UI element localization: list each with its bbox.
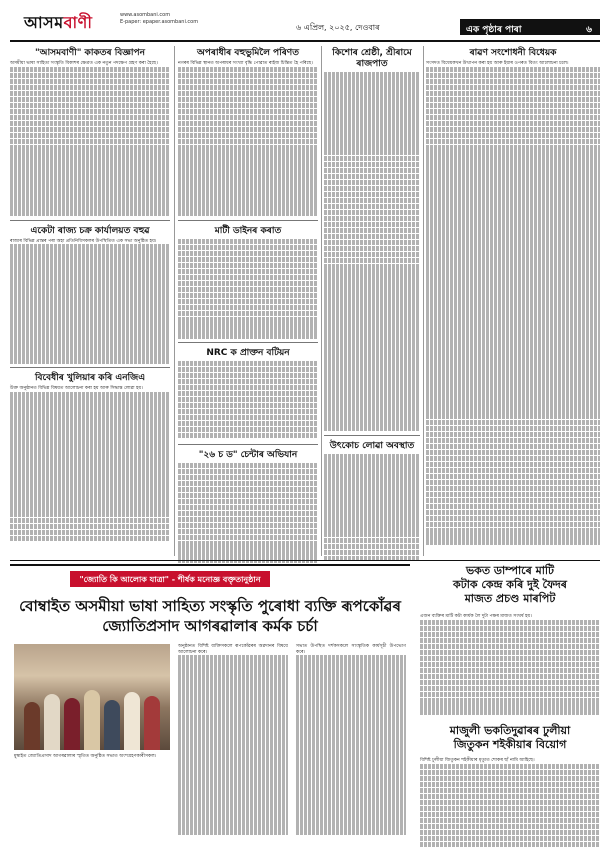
column-1 — [10, 46, 170, 542]
story-body: বিশিষ্ট ঢুলীয়া জিতুকন শইকীয়াৰ মৃত্যুত শোকৰ ছাঁ নামি আহিছে। — [420, 758, 600, 848]
logo-main: আসম — [24, 13, 64, 32]
column-3 — [324, 46, 420, 564]
event-photo[interactable] — [14, 644, 170, 750]
banner-tag: "জ্যোতি কি আলোক যাত্ৰা" - শীৰ্ষক মনোজ্ঞ বক্তৃতানুষ্ঠান — [70, 571, 270, 587]
article-headline[interactable]: একেটা ৰাজ্য চক্ৰ কাৰ্যালয়ত বহুৱ — [30, 225, 150, 236]
column-divider — [174, 46, 175, 556]
article-headline[interactable]: ৰাৱণ সংশোধনী বিধেয়ক — [469, 48, 557, 58]
column-divider — [321, 46, 322, 556]
article-headline[interactable]: উৎকোচ লোৱা অবস্থাত — [329, 441, 415, 451]
page-number: ৬ — [586, 25, 592, 35]
site-url[interactable]: www.asombani.com — [120, 12, 171, 18]
article-body: উক্ত অনুষ্ঠানত বিভিন্ন বিষয়ত আলোচনা কৰা হয় আৰু সিদ্ধান্ত লোৱা হয়। — [10, 386, 143, 392]
article-headline[interactable]: বিবেধীৰ খুলিয়াৰ কৰি এনজিএ — [34, 373, 146, 384]
story-headline[interactable]: মাজুলী ভকতিদুৱাৰৰ ঢুলীয়া জিতুকন শইকীয়াৰ বিয়োগ — [449, 724, 571, 751]
feature-banner — [10, 564, 410, 592]
article-headline[interactable]: "আসমবাণী" কাকতৰ বিজ্ঞাপন — [34, 48, 146, 58]
column-4 — [426, 46, 600, 547]
section-rule — [10, 560, 600, 561]
article-headline[interactable]: NRC ক প্ৰাক্তন বটিয়ন — [206, 347, 290, 358]
article-body: নগৰৰ বিভিন্ন স্থানত অপৰাধৰ সংখ্যা বৃদ্ধি পোৱাত ৰাইজ চিন্তিত হৈ পৰিছে। — [178, 61, 313, 66]
article-lede: অসমীয়া ভাষা সাহিত্য সংস্কৃতি বিকাশৰ ক্ষেত্ৰত এক নতুন পদক্ষেপ গ্ৰহণ কৰা হৈছে। — [10, 61, 158, 66]
column-divider — [423, 46, 424, 556]
story-body: এজন ব্যক্তিৰ মাটি কটা কাৰ্যক লৈ দুটা পক্ষৰ মাজত সংঘৰ্ষ হয়। — [420, 614, 600, 716]
top-rule — [10, 40, 600, 42]
column-2 — [178, 46, 318, 563]
article-headline[interactable]: কিশোৰ শ্ৰেষ্ঠী, শ্ৰীৰামে ৰাজপাত — [332, 48, 412, 69]
dateline: ৬ এপ্ৰিল, ২০২৫, দেওবাৰ — [296, 23, 380, 32]
article-body: ৰাজ্যৰ বিভিন্ন প্ৰান্তৰ পৰা অহা প্ৰতিনিধিসকলৰ উপস্থিতিত এক সভা অনুষ্ঠিত হয়। — [10, 238, 157, 244]
logo-accent: বাণী — [63, 13, 93, 32]
article-headline[interactable]: "২৬ চ ড" চেন্টাৰ অভিযান — [198, 449, 298, 460]
feature-headline[interactable]: বোম্বাইত অসমীয়া ভাষা সাহিত্য সংস্কৃতি পুৰোধা ব্যক্তি ৰূপকোঁৱৰ জ্যোতিপ্ৰসাদ আগৰৱালাৰ কৰ্মক চৰ্চা — [19, 597, 401, 635]
article-body: সংসদত বিধেয়কখন উত্থাপন কৰা হয় আৰু ইয়াৰ ওপৰত বিতং আলোচনা চলে। — [426, 61, 569, 66]
photo-caption: মুম্বাইত জ্যোতিপ্ৰসাদ আগৰৱালাৰ স্মৃতিত অনুষ্ঠিত সভাত অংশগ্ৰহণকাৰীসকল। — [14, 754, 157, 759]
masthead — [10, 8, 600, 38]
article-headline[interactable]: অপৰাধীৰ বহুভুমিলৈ পৰিণত — [196, 48, 299, 58]
newspaper-logo[interactable] — [24, 10, 92, 37]
feature-body-col-a: অনুষ্ঠানত বিশিষ্ট ব্যক্তিসকলে ৰূপকোঁৱৰৰ অৱদানৰ বিষয়ে আলোচনা কৰে। — [178, 644, 288, 835]
article-body — [10, 67, 170, 217]
epaper-url[interactable]: E-paper: epaper.asombani.com — [120, 19, 199, 25]
page-label: এক পৃষ্ঠাৰ পাৰা — [466, 25, 522, 35]
story-headline[interactable]: ভকত ডাম্পাৰে মাটি কটাক কেন্দ্ৰ কৰি দুই ফৈদৰ মাজত প্ৰচণ্ড মাৰপিট — [453, 564, 567, 605]
article-headline[interactable]: মাটী ডাইনৰ কৰাত — [214, 225, 282, 236]
feature-body-col-b: সভাত উপস্থিত দৰ্শকসকলে সাংস্কৃতিক কাৰ্যসূচী উপভোগ কৰে। — [296, 644, 406, 835]
site-info — [120, 12, 220, 26]
page-tag — [460, 19, 600, 35]
